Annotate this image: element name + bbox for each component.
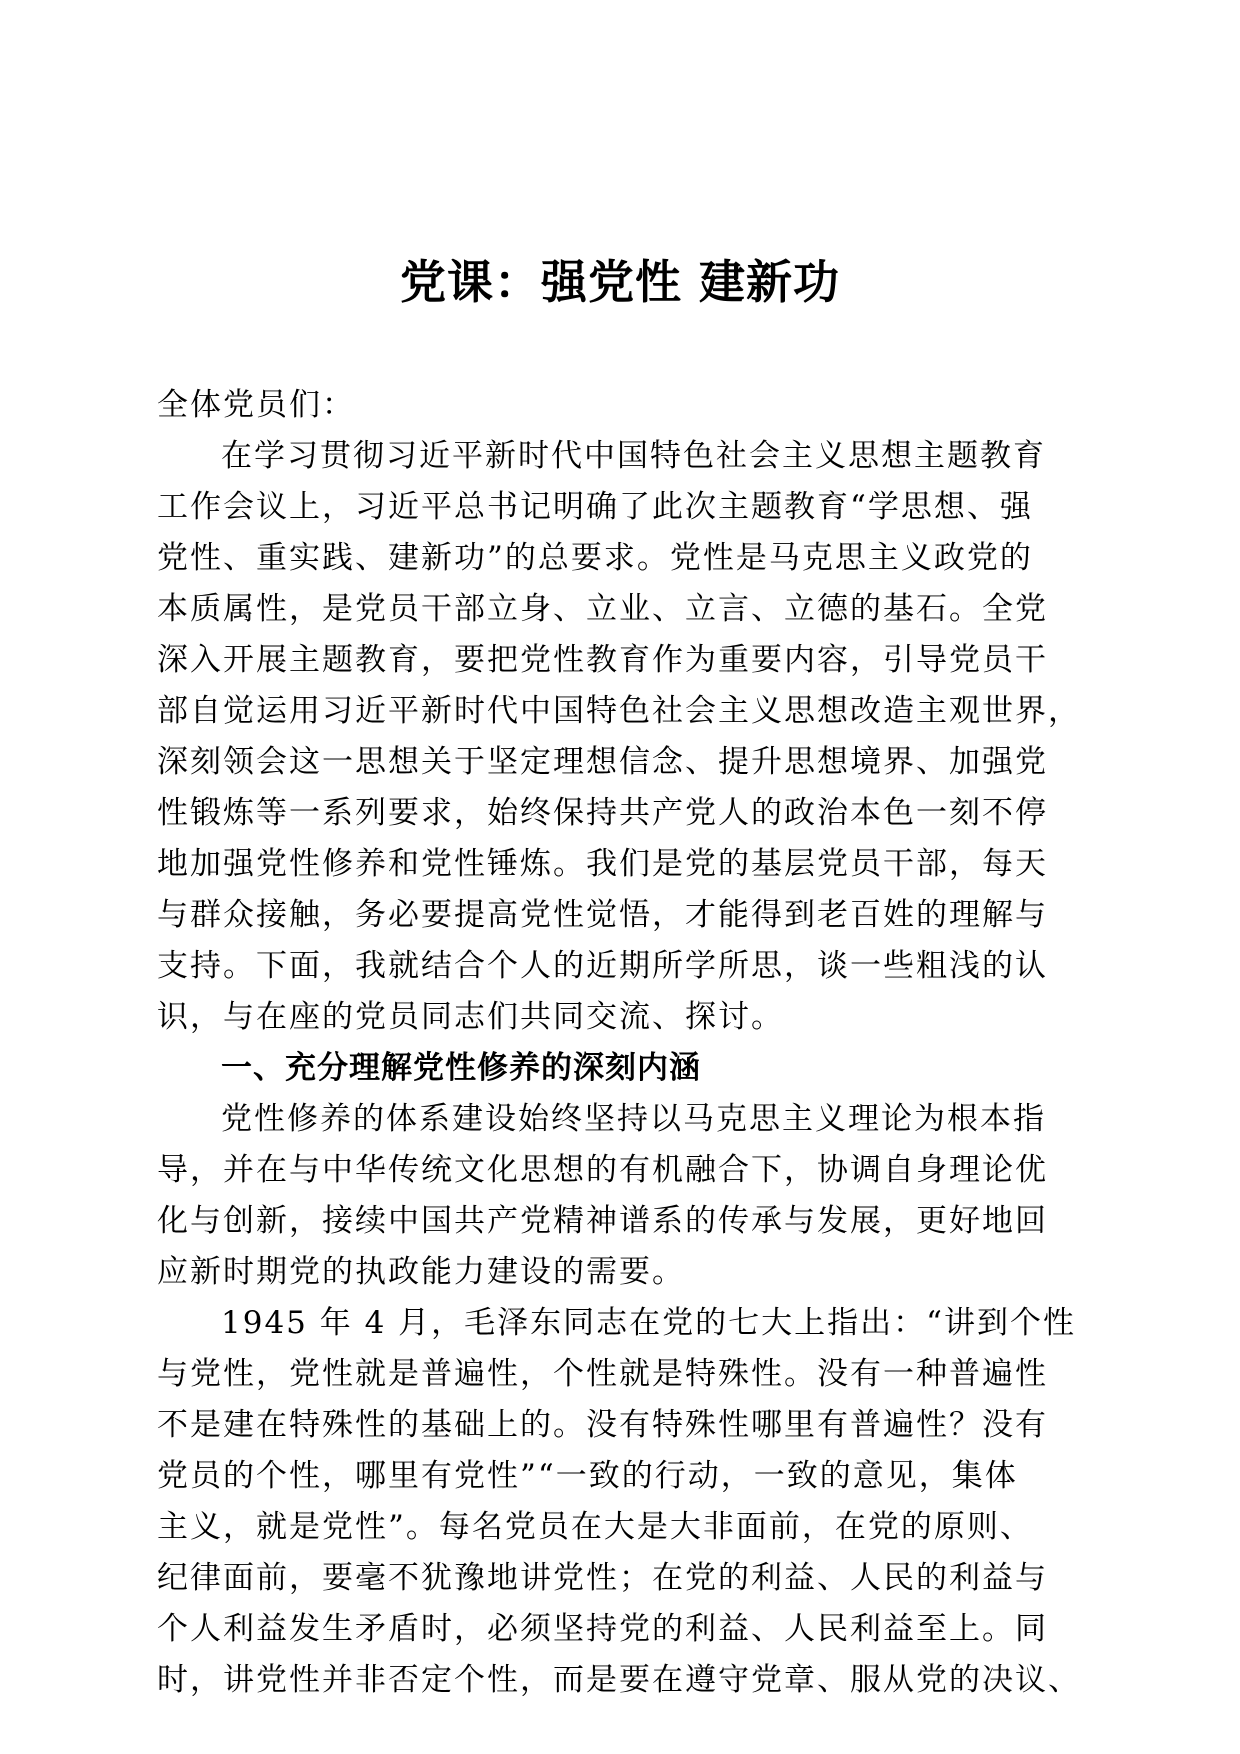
text-line: 应新时期党的执政能力建设的需要。 bbox=[157, 1254, 685, 1290]
text-line: 本质属性，是党员干部立身、立业、立言、立德的基石。全党 bbox=[157, 591, 1048, 627]
text-line: 党员的个性，哪里有党性”“一致的行动，一致的意见，集体 bbox=[157, 1458, 1018, 1494]
text-line: 性锻炼等一系列要求，始终保持共产党人的政治本色一刻不停 bbox=[157, 795, 1048, 831]
text-line: 导，并在与中华传统文化思想的有机融合下，协调自身理论优 bbox=[157, 1152, 1048, 1188]
text-line: 1945 年 4 月，毛泽东同志在党的七大上指出：“讲到个性 bbox=[221, 1305, 1077, 1341]
text-line: 在学习贯彻习近平新时代中国特色社会主义思想主题教育 bbox=[221, 438, 1046, 474]
body-text bbox=[157, 380, 1081, 1706]
text-line: 党性、重实践、建新功”的总要求。党性是马克思主义政党的 bbox=[157, 540, 1033, 576]
text-line: 不是建在特殊性的基础上的。没有特殊性哪里有普遍性？没有 bbox=[157, 1407, 1048, 1443]
text-line: 深刻领会这一思想关于坚定理想信念、提升思想境界、加强党 bbox=[157, 744, 1048, 780]
text-line: 党性修养的体系建设始终坚持以马克思主义理论为根本指 bbox=[221, 1101, 1046, 1137]
text-line: 时，讲党性并非否定个性，而是要在遵守党章、服从党的决议、 bbox=[157, 1662, 1081, 1698]
paragraph-theory bbox=[157, 1094, 1077, 1298]
paragraph-quote bbox=[157, 1298, 1081, 1706]
section-heading: 一、充分理解党性修养的深刻内涵 bbox=[221, 1050, 701, 1086]
text-line: 深入开展主题教育，要把党性教育作为重要内容，引导党员干 bbox=[157, 642, 1048, 678]
text-line: 部自觉运用习近平新时代中国特色社会主义思想改造主观世界， bbox=[157, 693, 1081, 729]
text-line: 与党性，党性就是普遍性，个性就是特殊性。没有一种普遍性 bbox=[157, 1356, 1048, 1392]
text-line: 纪律面前，要毫不犹豫地讲党性；在党的利益、人民的利益与 bbox=[157, 1560, 1048, 1596]
text-line: 个人利益发生矛盾时，必须坚持党的利益、人民利益至上。同 bbox=[157, 1611, 1048, 1647]
text-line: 主义，就是党性”。每名党员在大是大非面前，在党的原则、 bbox=[157, 1509, 1033, 1545]
text-line: 支持。下面，我就结合个人的近期所学所思，谈一些粗浅的认 bbox=[157, 948, 1048, 984]
text-line: 识，与在座的党员同志们共同交流、探讨。 bbox=[157, 999, 784, 1035]
text-line: 工作会议上，习近平总书记明确了此次主题教育“学思想、强 bbox=[157, 489, 1033, 525]
text-line: 与群众接触，务必要提高党性觉悟，才能得到老百姓的理解与 bbox=[157, 897, 1048, 933]
page-title: 党课：强党性 建新功 bbox=[399, 255, 840, 309]
salutation: 全体党员们： bbox=[157, 387, 355, 423]
text-line: 化与创新，接续中国共产党精神谱系的传承与发展，更好地回 bbox=[157, 1203, 1048, 1239]
paragraph-intro bbox=[157, 431, 1081, 1043]
text-line: 地加强党性修养和党性锤炼。我们是党的基层党员干部，每天 bbox=[157, 846, 1048, 882]
